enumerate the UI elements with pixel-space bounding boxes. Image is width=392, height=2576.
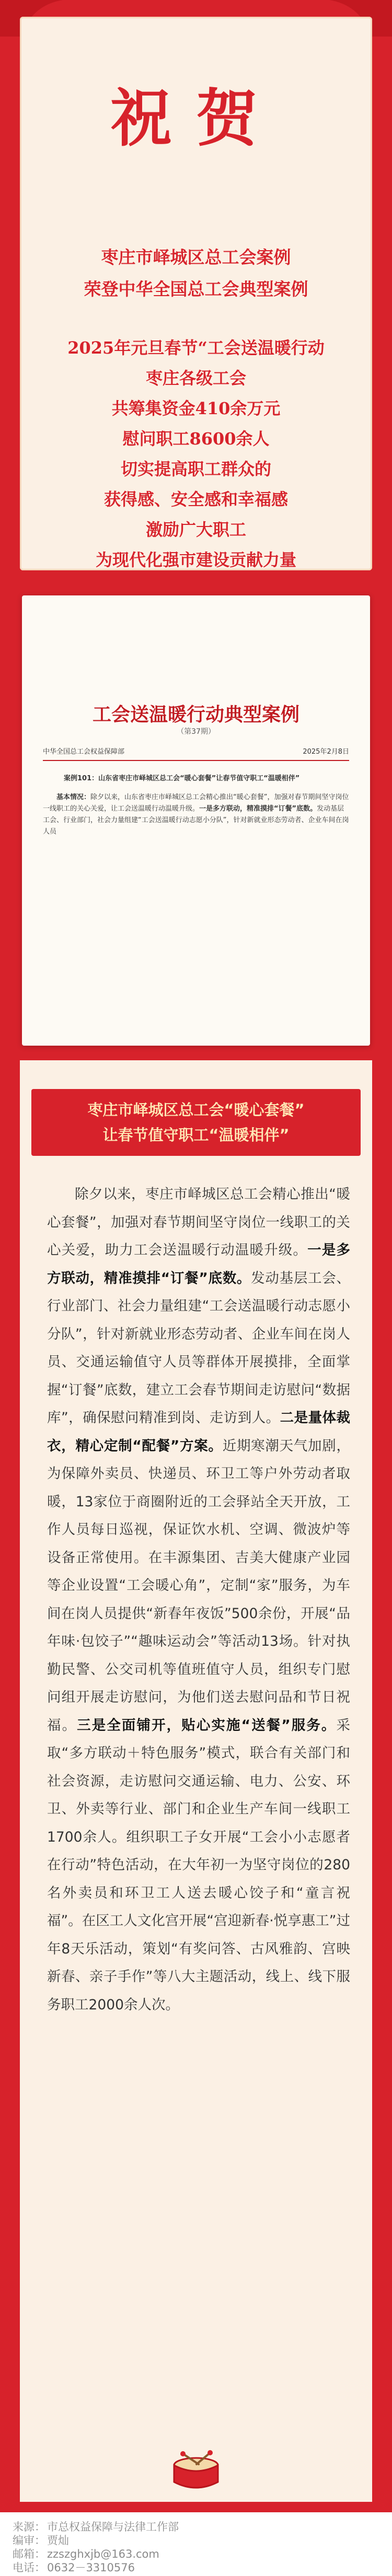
- section-heading-line: 让春节值守职工“温暖相伴”: [102, 1126, 290, 1144]
- banner-body-line: 慰问职工8600余人: [122, 429, 270, 449]
- banner-body-line: 2025年元旦春节“工会送温暖行动: [67, 338, 325, 358]
- congratulation-banner: [0, 0, 392, 580]
- headline-line: 荣登中华全国总工会典型案例: [84, 279, 308, 299]
- document-issue: （第37期）: [177, 728, 215, 736]
- document-photo: [22, 595, 370, 1046]
- case-body-bold: 一是多方联动，精准摸排“订餐”底数。: [199, 805, 317, 813]
- drum-icon: [167, 2450, 225, 2497]
- footer-source: 来源： 市总权益保障与法律工作部: [13, 2521, 179, 2533]
- document-photo-frame: [0, 580, 392, 1060]
- case-body-prefix: 基本情况：: [56, 793, 91, 801]
- greeting-title: 祝贺: [110, 82, 282, 155]
- case-body-text: 除夕以来，山东省枣庄市峄城区总工会精心推出“暖心套餐”，加强对春节期间坚守岗位一线职工的关心关爱，让工会送温暖行动温暖升级。: [43, 793, 349, 813]
- headline-line: 枣庄市峄城区总工会案例: [101, 247, 291, 267]
- footer-phone: 电话： 0632－3310576: [13, 2561, 135, 2574]
- article-body: [47, 1180, 350, 2019]
- case-body-tail: 发动基层工会、行业部门，社会力量组建“工会送温暖行动志愿小分队”，针对新就业形态劳动者、企业车间在岗人员: [43, 805, 349, 836]
- case-title: 案例101：山东省枣庄市峄城区总工会“暖心套餐”让春节值守职工“温暖相伴”: [64, 775, 300, 782]
- document-divider: [43, 760, 349, 761]
- article-highlight: 二是量体裁衣，精心定制“配餐”方案。: [47, 1410, 351, 1454]
- article-highlight: 一是多方联动，精准摸排“订餐”底数。: [47, 1242, 351, 1286]
- congratulation-card: [20, 17, 372, 570]
- banner-body-line: 为现代化强市建设贡献力量: [95, 550, 296, 570]
- article-paragraph: 采取“多方联动＋特色服务”模式，联合有关部门和社会资源，走访慰问交通运输、电力、公安、环卫、外卖等行业、部门和企业生产车间一线职工1700余人。组织职工子女开展“工会小小志愿者在行动”特色活动，在大年初一为坚守岗位的280名外卖员和环卫工人送去暖心饺子和“童言祝福”。在区工人文化宫开展“宫迎新春·悦享惠工”过年8天乐活动，策划“有奖问答、古风雅韵、宫映新春、亲子手作”等八大主题活动，线上、线下服务职工2000余人次。: [47, 1717, 350, 2013]
- article-footer: [0, 2512, 392, 2576]
- document-title: 工会送温暖行动典型案例: [92, 704, 299, 725]
- banner-body-line: 切实提高职工群众的: [120, 459, 271, 479]
- article-paragraph: 除夕以来，枣庄市峄城区总工会精心推出“暖心套餐”，加强对春节期间坚守岗位一线职工的关心关爱，助力工会送温暖行动温暖升级。: [47, 1186, 350, 1258]
- document-meta: [43, 746, 349, 756]
- headline: [20, 241, 372, 305]
- banner-body-line: 共筹集资金410余万元: [111, 399, 281, 418]
- document-case: [43, 773, 349, 838]
- footer-email: 邮箱： zzszghxjb@163.com: [13, 2548, 159, 2560]
- article-highlight: 三是全面铺开，贴心实施“送餐”服务。: [77, 1717, 337, 1734]
- section-heading-line: 枣庄市峄城区总工会“暖心套餐”: [87, 1101, 305, 1119]
- footer-editor: 编审： 贾灿: [13, 2534, 69, 2547]
- article-paragraph: 近期寒潮天气加剧，为保障外卖员、快递员、环卫工等户外劳动者取暖，13家位于商圈附近的工会驿站全天开放，工作人员每日巡视，保证饮水机、空调、微波炉等设备正常使用。在丰源集团、吉美大健康产业园等企业设置“工会暖心角”，定制“家”服务，为车间在岗人员提供“新春年夜饭”500余份，开展“品年味·包饺子”“趣味运动会”等活动13场。针对执勤民警、公交司机等值班值守人员，组织专门慰问组开展走访慰问，为他们送去慰问品和节日祝福。: [47, 1437, 350, 1734]
- section-heading: [31, 1089, 361, 1156]
- document-date: 2025年2月8日: [303, 748, 349, 756]
- article-paragraph: 发动基层工会、行业部门、社会力量组建“工会送温暖行动志愿小分队”，针对新就业形态劳动者、企业车间在岗人员、交通运输值守人员等群体开展摸排，全面掌握“订餐”底数，建立工会春节期间走访慰问“数据库”，确保慰问精准到岗、走访到人。: [47, 1270, 351, 1426]
- banner-body: [20, 333, 372, 575]
- document-publisher: 中华全国总工会权益保障部: [43, 748, 125, 756]
- case-body: [43, 792, 349, 838]
- banner-body-line: 获得感、安全感和幸福感: [103, 489, 288, 509]
- banner-body-line: 激励广大职工: [145, 520, 246, 540]
- banner-body-line: 枣庄各级工会: [145, 368, 246, 388]
